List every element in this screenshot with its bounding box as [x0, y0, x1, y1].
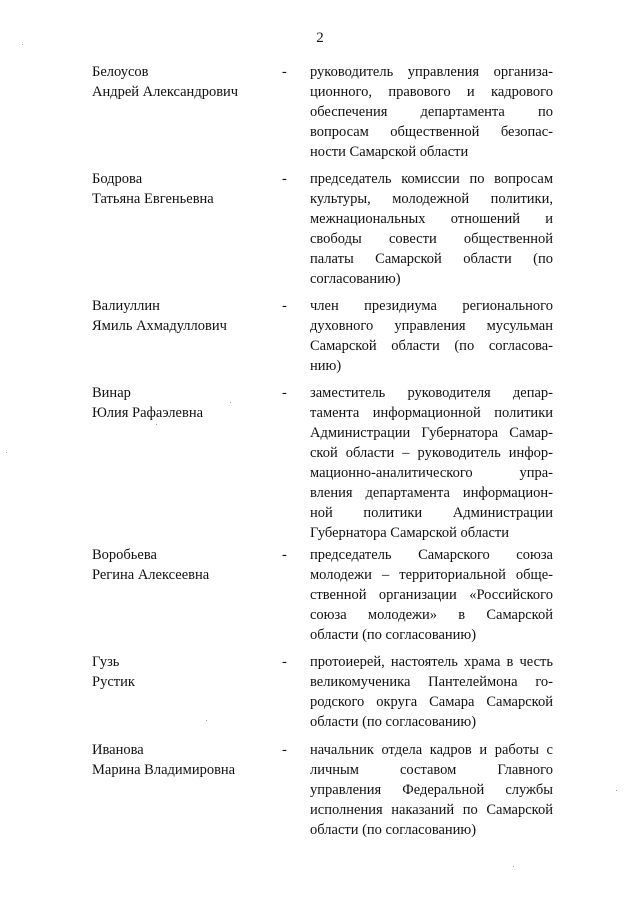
- scan-speck: [22, 44, 23, 45]
- member-role: [310, 652, 553, 732]
- role-line: руководитель управления организа-: [310, 64, 553, 80]
- member-surname: Белоусов: [92, 64, 149, 80]
- member-surname: Гузь: [92, 654, 120, 670]
- role-line: палаты Самарской области (по: [310, 251, 553, 267]
- role-line: Губернатора Самарской области: [310, 525, 510, 541]
- member-name: [92, 740, 282, 780]
- member-given-names: Марина Владимировна: [92, 762, 236, 778]
- separator-dash: -: [282, 547, 287, 563]
- role-line: вопросам общественной безопас-: [310, 124, 553, 140]
- member-given-names: Татьяна Евгеньевна: [92, 191, 214, 207]
- role-line: области (по согласованию): [310, 822, 477, 838]
- role-line: молодежи – территориальной обще-: [310, 567, 553, 583]
- role-line: области (по согласованию): [310, 627, 477, 643]
- role-line: протоиерей, настоятель храма в честь: [310, 654, 553, 670]
- scan-speck: [513, 866, 514, 867]
- scan-speck: [156, 424, 157, 425]
- role-line: Самарской области (по согласова-: [310, 338, 553, 354]
- role-line: председатель Самарского союза: [310, 547, 553, 563]
- member-given-names: Рустик: [92, 674, 135, 690]
- role-line: председатель комиссии по вопросам: [310, 171, 553, 187]
- member-name: [92, 652, 282, 692]
- separator-dash: -: [282, 654, 287, 670]
- member-surname: Воробьева: [92, 547, 157, 563]
- member-surname: Бодрова: [92, 171, 143, 187]
- role-line: нию): [310, 358, 342, 374]
- role-line: личным составом Главного: [310, 762, 553, 778]
- role-line: ности Самарской области: [310, 144, 469, 160]
- role-line: управления Федеральной службы: [310, 782, 553, 798]
- separator-dash: -: [282, 64, 287, 80]
- scan-speck: [230, 402, 231, 403]
- role-line: родского округа Самара Самарской: [310, 694, 553, 710]
- member-name: [92, 545, 282, 585]
- role-line: культуры, молодежной политики,: [310, 191, 553, 207]
- member-surname: Винар: [92, 385, 131, 401]
- role-line: свободы совести общественной: [310, 231, 553, 247]
- member-given-names: Регина Алексеевна: [92, 567, 210, 583]
- member-role: [310, 740, 553, 840]
- member-surname: Валиуллин: [92, 298, 160, 314]
- member-name: [92, 169, 282, 209]
- member-given-names: Ямиль Ахмадуллович: [92, 318, 227, 334]
- role-line: ной политики Администрации: [310, 505, 553, 521]
- role-line: мационно-аналитического упра-: [310, 465, 553, 481]
- role-line: межнациональных отношений и: [310, 211, 553, 227]
- role-line: член президиума регионального: [310, 298, 553, 314]
- member-role: [310, 383, 553, 543]
- role-line: ственной организации «Российского: [310, 587, 553, 603]
- scan-speck: [616, 790, 617, 791]
- member-name: [92, 296, 282, 336]
- separator-dash: -: [282, 742, 287, 758]
- role-line: вления департамента информацион-: [310, 485, 553, 501]
- member-role: [310, 62, 553, 162]
- member-role: [310, 545, 553, 645]
- role-line: великомученика Пантелеймона го-: [310, 674, 553, 690]
- role-line: начальник отдела кадров и работы с: [310, 742, 553, 758]
- scan-speck: [6, 452, 7, 453]
- member-surname: Иванова: [92, 742, 144, 758]
- role-line: заместитель руководителя депар-: [310, 385, 553, 401]
- separator-dash: -: [282, 171, 287, 187]
- role-line: области (по согласованию): [310, 714, 477, 730]
- role-line: исполнения наказаний по Самарской: [310, 802, 553, 818]
- role-line: обеспечения департамента по: [310, 104, 553, 120]
- member-name: [92, 383, 282, 423]
- role-line: Администрации Губернатора Самар-: [310, 425, 553, 441]
- scan-speck: [206, 720, 207, 721]
- page-number: 2: [316, 30, 324, 46]
- role-line: ционного, правового и кадрового: [310, 84, 553, 100]
- role-line: духовного управления мусульман: [310, 318, 553, 334]
- member-name: [92, 62, 282, 102]
- member-given-names: Андрей Александрович: [92, 84, 239, 100]
- member-role: [310, 169, 553, 289]
- role-line: тамента информационной политики: [310, 405, 553, 421]
- member-given-names: Юлия Рафаэлевна: [92, 405, 204, 421]
- member-role: [310, 296, 553, 376]
- separator-dash: -: [282, 298, 287, 314]
- separator-dash: -: [282, 385, 287, 401]
- role-line: ской области – руководитель инфор-: [310, 445, 553, 461]
- role-line: согласованию): [310, 271, 401, 287]
- role-line: союза молодежи» в Самарской: [310, 607, 553, 623]
